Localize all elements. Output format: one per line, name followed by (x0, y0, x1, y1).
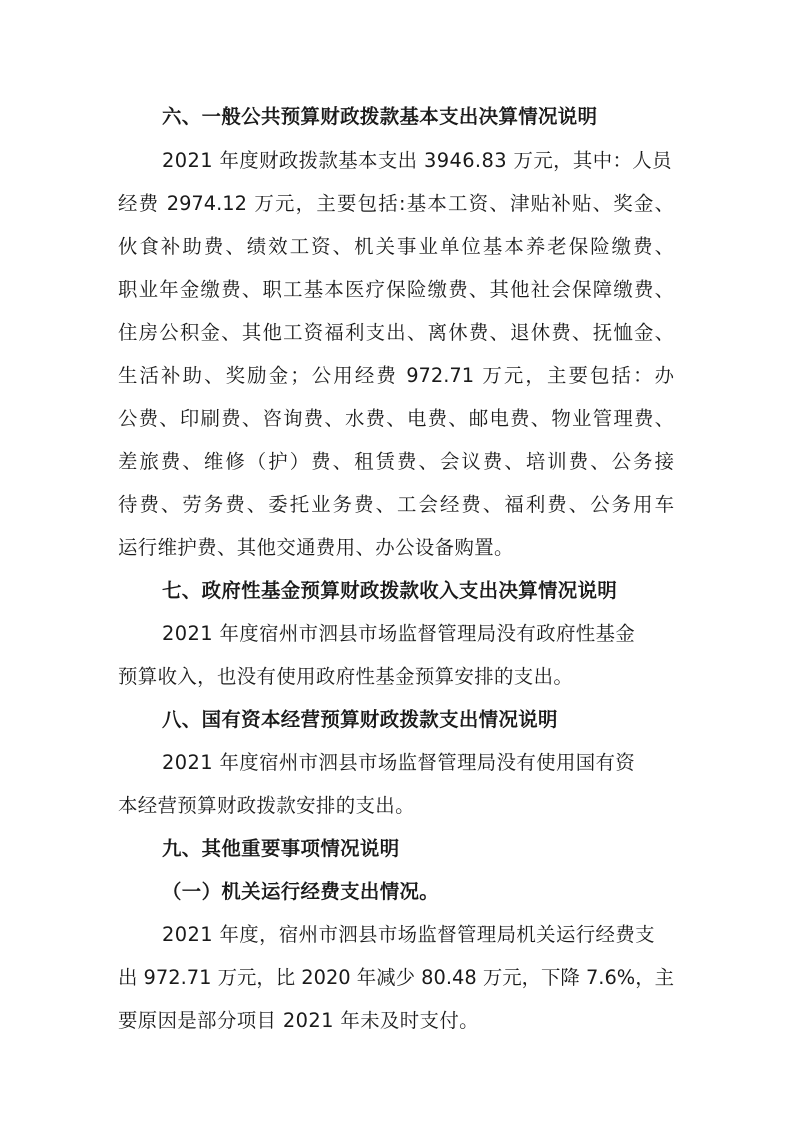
paragraph-line: 2021 年度宿州市泗县市场监督管理局没有政府性基金 (162, 622, 636, 645)
paragraph-line: 差旅费、维修（护）费、租赁费、会议费、培训费、公务接 (118, 450, 674, 473)
paragraph-line: 伙食补助费、绩效工资、机关事业单位基本养老保险缴费、 (118, 235, 674, 258)
paragraph-line: 职业年金缴费、职工基本医疗保险缴费、其他社会保障缴费、 (118, 278, 674, 301)
paragraph-line: 要原因是部分项目 2021 年未及时支付。 (118, 1009, 479, 1032)
section-heading-9: 九、其他重要事项情况说明 (162, 837, 400, 860)
paragraph-line: 住房公积金、其他工资福利支出、离休费、退休费、抚恤金、 (118, 321, 674, 344)
paragraph-line: 2021 年度，宿州市泗县市场监督管理局机关运行经费支 (162, 923, 655, 946)
paragraph-line: 经费 2974.12 万元，主要包括:基本工资、津贴补贴、奖金、 (118, 192, 674, 215)
paragraph-line: 生活补助、奖励金；公用经费 972.71 万元，主要包括：办 (118, 364, 674, 387)
section-heading-8: 八、国有资本经营预算财政拨款支出情况说明 (162, 708, 558, 731)
paragraph-line: 运行维护费、其他交通费用、办公设备购置。 (118, 536, 514, 559)
paragraph-line: 2021 年度宿州市泗县市场监督管理局没有使用国有资 (162, 751, 636, 774)
section-heading-7: 七、政府性基金预算财政拨款收入支出决算情况说明 (162, 579, 618, 602)
section-heading-6: 六、一般公共预算财政拨款基本支出决算情况说明 (162, 105, 598, 128)
subsection-heading: （一）机关运行经费支出情况。 (162, 880, 440, 903)
paragraph-line: 本经营预算财政拨款安排的支出。 (118, 794, 415, 817)
paragraph-line: 出 972.71 万元，比 2020 年减少 80.48 万元，下降 7.6%，主 (118, 966, 674, 989)
paragraph-line: 预算收入，也没有使用政府性基金预算安排的支出。 (118, 665, 574, 688)
paragraph-line: 2021 年度财政拨款基本支出 3946.83 万元，其中：人员 (162, 149, 672, 172)
paragraph-line: 待费、劳务费、委托业务费、工会经费、福利费、公务用车 (118, 493, 674, 516)
paragraph-line: 公费、印刷费、咨询费、水费、电费、邮电费、物业管理费、 (118, 407, 674, 430)
